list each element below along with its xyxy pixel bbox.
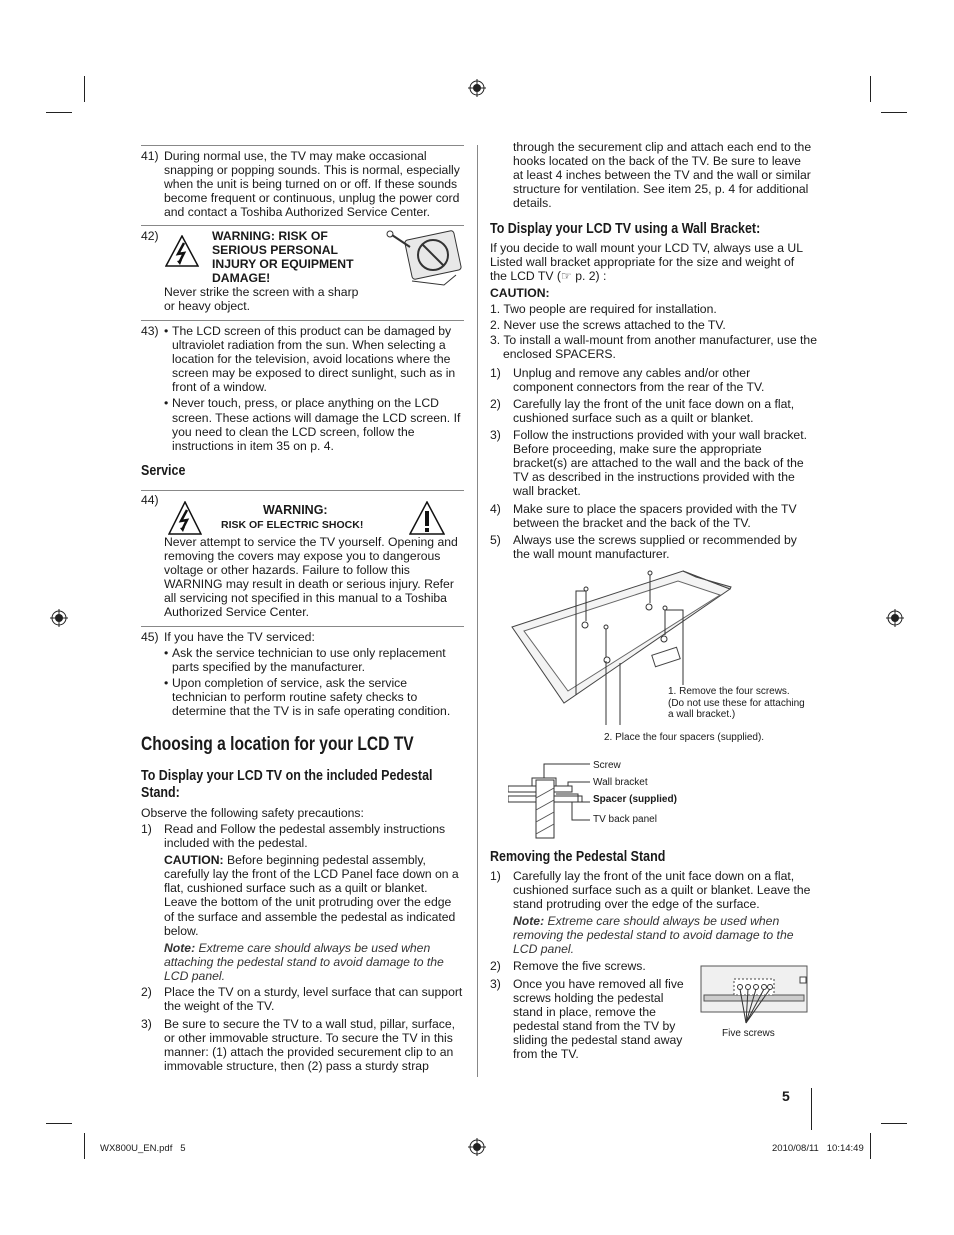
rule [141,320,464,321]
crop-mark [881,112,907,113]
page-number: 5 [782,1088,790,1104]
continued-text: through the securement clip and attach each end to the hooks located on the back of the TV. Be sure to leave at least 4 inches between the TV and the wall or similar structure for ventilation. See item 25, p. 4 for additional details. [513,140,812,211]
service-heading: Service [141,463,186,479]
fig2-panel-label: TV back panel [593,814,657,825]
item-43: 43) • The LCD screen of this product can be damaged by ultraviolet radiation from the sun. When selecting a location for the television, avoid locations where the screen may be exposed to direct sunlight, such as in front of a window. • Never touch, press, or place anything on the LCD screen. These actions will damage the LCD screen. If you need to clean the LCD screen, follow the instructions in item 35 on p. 4. [141,324,461,453]
registration-mark-icon [468,1138,486,1156]
warning-subtitle: RISK OF ELECTRIC SHOCK! [221,519,364,531]
rule [141,225,464,226]
lightning-warning-icon [165,235,199,267]
fig2-spacer-label: Spacer (supplied) [593,794,677,805]
removing-step-2: 2) Remove the five screws. [490,959,646,973]
five-screws-figure [700,965,810,1025]
spacer-cross-section-figure [508,758,598,840]
removing-step-3: 3) Once you have removed all five screws holding the pedestal stand in place, remove the pedestal stand from the TV by sliding the pedestal stand away from the TV. [490,977,684,1062]
item-42-text: Never strike the screen with a sharp or heavy object. [164,285,359,314]
fig1-label-1: 1. Remove the four screws. (Do not use these for attaching a wall bracket.) [668,686,805,720]
crop-mark [46,112,72,113]
crop-mark [881,1123,907,1124]
warning-title: WARNING: [263,503,328,517]
wall-step-1: 1) Unplug and remove any cables and/or other component connectors from the rear of the TV. [490,366,765,395]
fig1-label-2: 2. Place the four spacers (supplied). [604,732,765,743]
registration-mark-icon [50,609,68,627]
column-divider [477,145,478,1077]
caution-2: 2. Never use the screws attached to the TV. [490,318,726,332]
footer-timestamp: 2010/08/11 10:14:49 [772,1143,864,1154]
tv-strike-illustration [384,229,466,289]
wall-intro: If you decide to wall mount your LCD TV, always use a UL Listed wall bracket appropriate for the size and weight of the LCD TV (☞ p. 2) : [490,241,803,284]
crop-mark [84,1133,85,1159]
rule [141,490,464,491]
pedestal-heading: To Display your LCD TV on the included Pedestal Stand: [141,768,433,801]
caution-label: CAUTION: [490,286,550,300]
pedestal-step-2: 2) Place the TV on a sturdy, level surface that can support the weight of the TV. [141,985,463,1014]
warning-text: WARNING: RISK OF SERIOUS PERSONAL INJURY OR EQUIPMENT DAMAGE! [212,229,354,286]
rule [141,145,464,146]
page-number-rule [811,1088,812,1130]
removing-step-1: 1) Carefully lay the front of the unit face down on a flat, cushioned surface such as a quilt or blanket. Leave the stand protruding over the edge of the surface. Note: Extreme care should always be used when removing the pedestal stand to avoid damage to the LCD panel. [490,869,811,957]
registration-mark-icon [886,609,904,627]
wall-step-3: 3) Follow the instructions provided with your wall bracket. Before proceeding, make sure the appropriate bracket(s) are attached to the wall and the back of the TV as described in the instructions provided with the wall bracket. [490,428,807,499]
crop-mark [870,76,871,102]
wall-step-4: 4) Make sure to place the spacers provided with the TV between the bracket and the back of the TV. [490,502,797,531]
pedestal-step-1: 1) Read and Follow the pedestal assembly instructions included with the pedestal. CAUTION: Before beginning pedestal assembly, carefully lay the front of the LCD Panel face down on a flat, cushioned surface such as a quilt or blanket. Leave the bottom of the unit protruding over the edge of the surface and assemble the pedestal as indicated below. Note: Extreme care should always be used when attaching the pedestal stand to avoid damage to the LCD panel. [141,822,459,983]
choosing-heading: Choosing a location for your LCD TV [141,734,414,755]
crop-mark [46,1123,72,1124]
wall-bracket-heading: To Display your LCD TV using a Wall Bracket: [490,221,761,237]
observe-text: Observe the following safety precautions: [141,806,364,820]
pedestal-step-3: 3) Be sure to secure the TV to a wall stud, pillar, surface, or other immovable structure. To secure the TV in this manner: (1) attach the provided securement clip to an immovable structure, then (2) pass a sturdy strap [141,1017,456,1074]
item-42: 42) WARNING: RISK OF SERIOUS PERSONAL INJURY OR EQUIPMENT DAMAGE! Never strike the screen with a sharp or heavy object. [141,229,463,319]
wall-step-2: 2) Carefully lay the front of the unit face down on a flat, cushioned surface such as a quilt or blanket. [490,397,795,426]
crop-mark [870,1133,871,1159]
removing-heading: Removing the Pedestal Stand [490,849,666,865]
fig2-bracket-label: Wall bracket [593,777,648,788]
footer-filename: WX800U_EN.pdf 5 [100,1143,186,1154]
item-44-text: Never attempt to service the TV yourself. Opening and removing the covers may expose you to dangerous voltage or other hazards. Failure to follow this WARNING may result in death or serious injury. Refer all servicing not specified in this manual to a Toshiba Authorized Service Center. [164,535,458,620]
caution-1: 1. Two people are required for installation. [490,302,717,316]
caution-3: 3. To install a wall-mount from another manufacturer, use the enclosed SPACERS. [490,333,817,362]
exclamation-warning-icon [409,501,445,535]
rule [141,626,464,627]
lightning-warning-icon [168,501,202,535]
fig2-screw-label: Screw [593,760,621,771]
item-41: 41) During normal use, the TV may make occasional snapping or popping sounds. This is normal, especially when the unit is being turned on or off. If these sounds become frequent or continuous, unplug the power cord and contact a Toshiba Authorized Service Center. [141,149,460,220]
registration-mark-icon [468,79,486,97]
wall-step-5: 5) Always use the screws supplied or recommended by the wall mount manufacturer. [490,533,797,562]
item-45: 45) If you have the TV serviced: • Ask the service technician to use only replacement parts specified by the manufacturer. • Upon completion of service, ask the service technician to perform routine safety checks to determine that the TV is in safe operating condition. [141,630,451,719]
five-screws-label: Five screws [722,1028,775,1039]
crop-mark [84,76,85,102]
